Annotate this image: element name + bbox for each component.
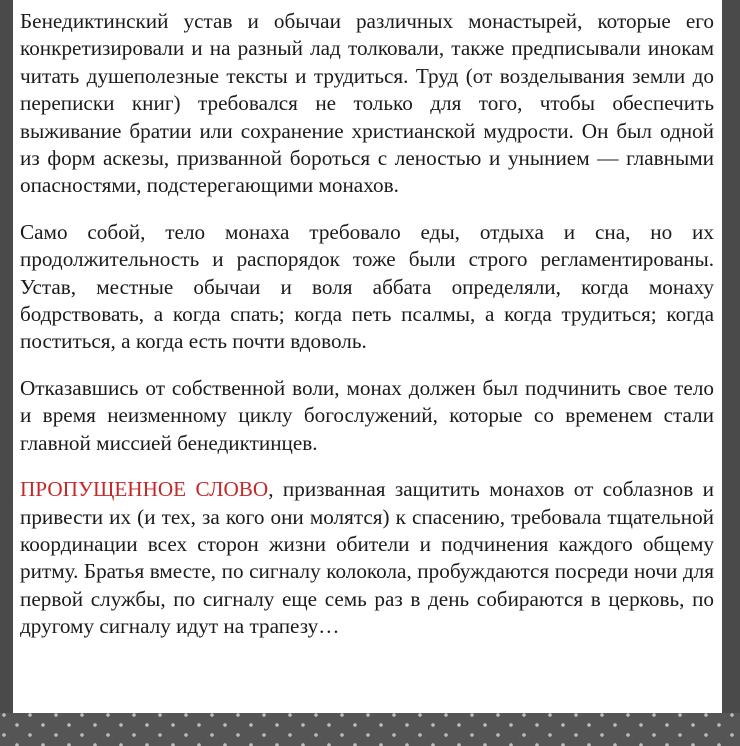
missing-word-placeholder: ПРОПУЩЕННОЕ СЛОВО: [20, 477, 269, 502]
document-page: [13, 0, 722, 713]
frame-left-border: [0, 0, 13, 746]
paragraph-4-text: , призванная защитить монахов от соблазнов и привести их (и тех, за кого они молятся) к спасению, требовала тщательной координации всех сторон жизни обители и подчинения каждого общему ритму. Братья вместе, по сигналу колокола, пробуждаются посреди ночи для первой службы, по сигналу еще семь раз в день собираются в церковь, по другому сигналу идут на трапезу…: [20, 477, 714, 639]
paragraph-1: Бенедиктинский устав и обычаи различных монастырей, которые его конкретизировали и на разный лад толковали, также предписывали инокам читать душеполезные тексты и трудиться. Труд (от возделывания земли до переписки книг) требовался не только для того, чтобы обеспечить выживание братии или сохранение христианской мудрости. Он был одной из форм аскезы, призванной бороться с леностью и унынием — главными опасностями, подстерегающими монахов.: [20, 9, 714, 198]
paragraph-3: Отказавшись от собственной воли, монах должен был подчинить свое тело и время неизменному циклу богослужений, которые со временем стали главной миссией бенедиктинцев.: [20, 375, 714, 455]
decorative-bottom-pattern: [0, 713, 740, 746]
paragraph-4: [20, 476, 714, 640]
document-text: [20, 8, 714, 660]
paragraph-2: Само собой, тело монаха требовало еды, отдыха и сна, но их продолжительность и распорядок тоже были строго регламентированы. Устав, местные обычаи и воля аббата определяли, когда монаху бодрствовать, а когда спать; когда петь псалмы, а когда трудиться; когда поститься, а когда есть почти вдоволь.: [20, 219, 714, 354]
frame-right-border: [722, 0, 740, 746]
